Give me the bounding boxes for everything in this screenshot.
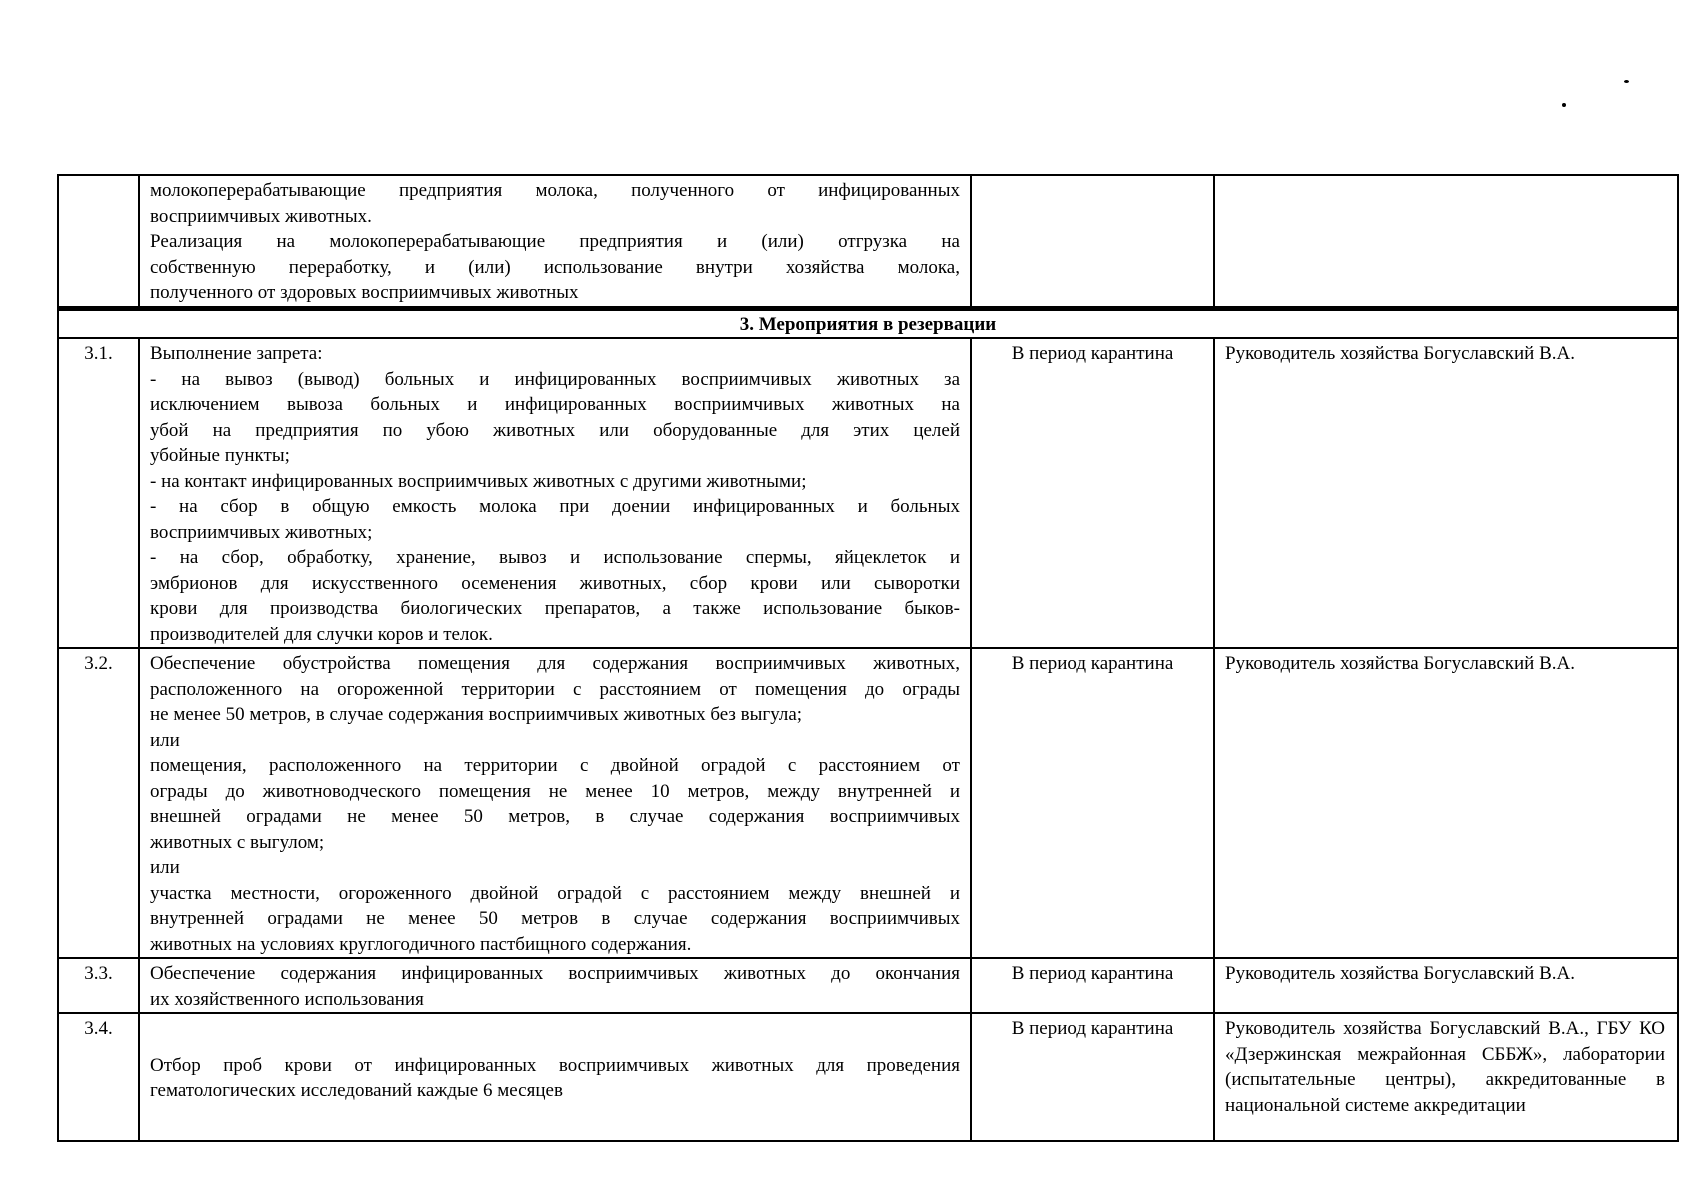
text-line: молокоперерабатывающие предприятия молока, полученного от инфицированных xyxy=(150,180,960,201)
period-cell: В период карантина xyxy=(971,1013,1214,1141)
text-line: Отбор проб крови от инфицированных восприимчивых животных для проведения xyxy=(150,1054,960,1076)
measure-text xyxy=(139,338,971,648)
table-row xyxy=(58,1013,1678,1141)
responsible-cell: Руководитель хозяйства Богуславский В.А., ГБУ КО «Дзержинская межрайонная СББЖ», лаборатории (испытательные центры), аккредитованные в национальной системе аккредитации xyxy=(1214,1013,1678,1141)
text-line: - на сбор, обработку, хранение, вывоз и использование спермы, яйцеклеток и xyxy=(150,547,960,568)
text-line: - на вывоз (вывод) больных и инфицированных восприимчивых животных за xyxy=(150,368,960,390)
text-line: гематологических исследований каждые 6 месяцев xyxy=(150,1080,563,1101)
text-line: их хозяйственного использования xyxy=(150,988,424,1010)
row-number: 3.1. xyxy=(58,338,139,648)
text-line: Обеспечение содержания инфицированных восприимчивых животных до окончания xyxy=(150,963,960,984)
responsible-cell xyxy=(1214,175,1678,308)
text-line: убой на предприятия по убою животных или оборудованные для этих целей xyxy=(150,419,960,441)
measure-text xyxy=(139,648,971,958)
table-row xyxy=(58,338,1678,648)
section-title: 3. Мероприятия в резервации xyxy=(58,308,1678,338)
responsible-cell: Руководитель хозяйства Богуславский В.А. xyxy=(1214,958,1678,1013)
text-line: полученного от здоровых восприимчивых животных xyxy=(150,282,579,303)
period-cell: В период карантина xyxy=(971,338,1214,648)
measure-text xyxy=(139,958,971,1013)
table-row xyxy=(58,958,1678,1013)
responsible-cell: Руководитель хозяйства Богуславский В.А. xyxy=(1214,648,1678,958)
scan-speck xyxy=(1624,80,1629,83)
measure-text xyxy=(139,175,971,308)
text-line: эмбрионов для искусственного осеменения животных, сбор крови или сыворотки xyxy=(150,572,960,594)
text-line: животных с выгулом; xyxy=(150,831,325,853)
text-line: не менее 50 метров, в случае содержания восприимчивых животных без выгула; xyxy=(150,704,803,725)
text-line: внутренней оградами не менее 50 метров в случае содержания восприимчивых xyxy=(150,908,960,929)
row-number: 3.2. xyxy=(58,648,139,958)
period-cell xyxy=(971,175,1214,308)
period-cell: В период карантина xyxy=(971,958,1214,1013)
measure-text xyxy=(139,1013,971,1141)
period-cell: В период карантина xyxy=(971,648,1214,958)
text-line: убойные пункты; xyxy=(150,445,290,466)
text-line: или xyxy=(150,857,180,878)
text-line: - на контакт инфицированных восприимчивых животных с другими животными; xyxy=(150,470,807,492)
text-line: Выполнение запрета: xyxy=(150,343,323,364)
text-line: помещения, расположенного на территории с двойной оградой с расстоянием от xyxy=(150,755,960,776)
text-line: восприимчивых животных; xyxy=(150,521,373,543)
responsible-cell: Руководитель хозяйства Богуславский В.А. xyxy=(1214,338,1678,648)
scan-speck xyxy=(1562,103,1566,107)
text-line: крови для производства биологических препаратов, а также использование быков- xyxy=(150,598,960,619)
text-line: или xyxy=(150,729,180,751)
text-line: внешней оградами не менее 50 метров, в случае содержания восприимчивых xyxy=(150,806,960,827)
row-number: 3.3. xyxy=(58,958,139,1013)
text-line: исключением вывоза больных и инфицированных восприимчивых животных на xyxy=(150,394,960,415)
table-row xyxy=(58,648,1678,958)
text-line: - на сбор в общую емкость молока при доении инфицированных и больных xyxy=(150,496,960,517)
measures-table xyxy=(57,174,1679,1142)
row-number xyxy=(58,175,139,308)
text-line: участка местности, огороженного двойной оградой с расстоянием между внешней и xyxy=(150,882,960,904)
table-row-continuation xyxy=(58,175,1678,308)
text-line: собственную переработку, и (или) использование внутри хозяйства молока, xyxy=(150,256,960,278)
section-header-row xyxy=(58,308,1678,338)
text-line: Реализация на молокоперерабатывающие предприятия и (или) отгрузка на xyxy=(150,231,960,252)
text-line: производителей для случки коров и телок. xyxy=(150,623,493,645)
text-line: животных на условиях круглогодичного пастбищного содержания. xyxy=(150,933,692,955)
row-number: 3.4. xyxy=(58,1013,139,1141)
text-line: Обеспечение обустройства помещения для содержания восприимчивых животных, xyxy=(150,653,960,674)
text-line: расположенного на огороженной территории с расстоянием от помещения до ограды xyxy=(150,678,960,700)
text-line: ограды до животноводческого помещения не менее 10 метров, между внутренней и xyxy=(150,780,960,802)
text-line: восприимчивых животных. xyxy=(150,205,372,227)
